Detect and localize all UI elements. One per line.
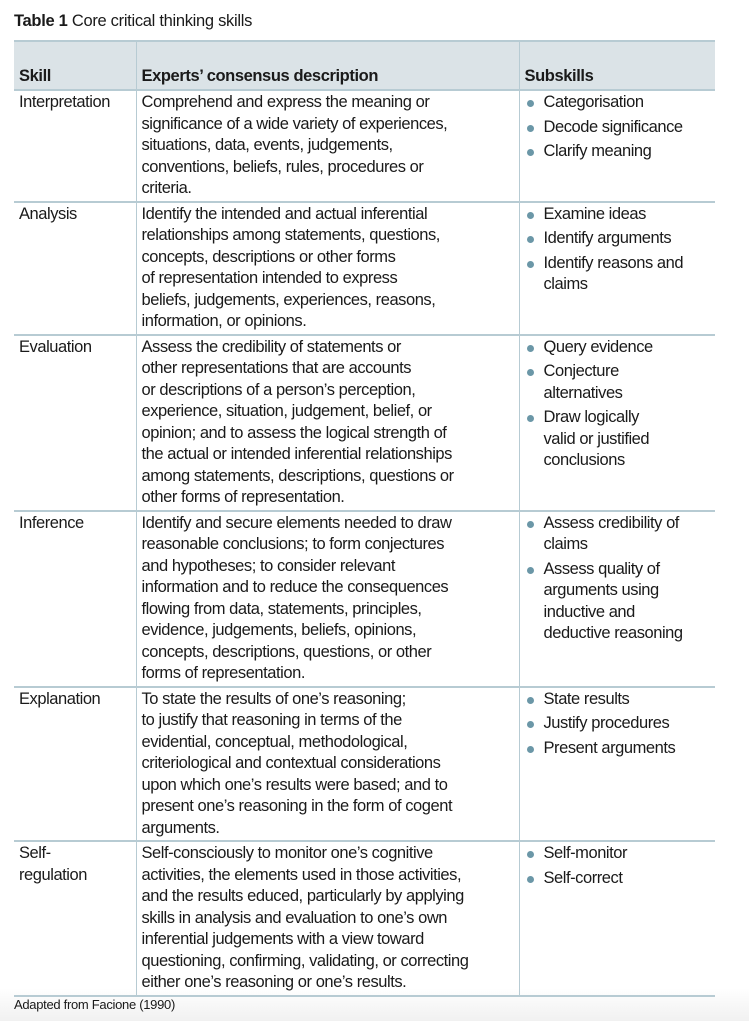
subskills-list (525, 337, 713, 472)
subskill-text: Present arguments (543, 738, 676, 757)
bullet-icon (527, 212, 534, 219)
subskill-text: Justify procedures (543, 714, 670, 732)
subskill-text: Assess quality of (543, 559, 660, 578)
subskill-text: Query evidence (543, 337, 653, 356)
subskill-item (525, 253, 713, 296)
subskill-item (525, 361, 713, 404)
column-header-description: Experts’ consensus description (136, 41, 519, 90)
subskill-text: claims (543, 275, 588, 293)
subskills-list (525, 92, 713, 163)
description-cell (136, 202, 519, 335)
description-line: reasonable conclusions; to form conjectures (141, 535, 445, 553)
subskill-text: alternatives (543, 383, 623, 402)
subskill-text: Examine ideas (543, 204, 646, 223)
description-line: experience, situation, judgement, belief, or (141, 402, 432, 420)
skill-name: Evaluation (19, 337, 92, 356)
description-line: evidential, conceptual, methodological, (141, 732, 408, 751)
skill-name: Inference (19, 513, 84, 532)
skill-name: Interpretation (19, 93, 110, 111)
subskill-item (525, 689, 713, 711)
description-cell (136, 687, 519, 842)
description-line: to justify that reasoning in terms of the (141, 711, 402, 729)
subskills-list (525, 843, 713, 889)
description-line: other representations that are accounts (141, 359, 412, 377)
subskills-cell (519, 687, 715, 842)
subskill-item (525, 228, 713, 250)
table-row (14, 841, 715, 996)
table-number: Table 1 (14, 12, 68, 30)
skill-cell (14, 687, 136, 842)
description-line: relationships among statements, questions, (141, 226, 440, 244)
subskill-item (525, 868, 713, 890)
bullet-icon (527, 125, 534, 132)
bullet-icon (527, 851, 534, 858)
description-line: inferential judgements with a view toward (141, 930, 424, 948)
subskill-item (525, 204, 713, 226)
subskill-text: Self-correct (543, 868, 623, 887)
description-line: activities, the elements used in those activities, (141, 865, 462, 884)
subskill-item (525, 713, 713, 735)
description-line: Identify the intended and actual inferential (141, 204, 428, 223)
description-line: or descriptions of a person’s perception, (141, 380, 416, 399)
subskill-text: Identify reasons and (543, 253, 684, 272)
bullet-icon (527, 876, 534, 883)
description-line: forms of representation. (141, 664, 305, 682)
description-line: conventions, beliefs, rules, procedures or (141, 157, 424, 176)
subskill-item (525, 92, 713, 114)
subskill-text: arguments using (543, 581, 659, 599)
subskill-item (525, 407, 713, 472)
skill-cell (14, 335, 136, 511)
table-body (14, 90, 715, 996)
skill-cell (14, 202, 136, 335)
subskill-text: conclusions (543, 451, 625, 469)
description-line: upon which one’s results were based; and to (141, 775, 448, 794)
description-line: situations, data, events, judgements, (141, 136, 393, 154)
bullet-icon (527, 149, 534, 156)
table-row (14, 202, 715, 335)
description-line: information, or opinions. (141, 312, 307, 330)
skill-name: regulation (19, 865, 87, 884)
description-line: Comprehend and express the meaning or (141, 93, 430, 111)
table-row (14, 687, 715, 842)
description-cell (136, 511, 519, 687)
subskills-cell (519, 202, 715, 335)
description-line: the actual or intended inferential relationships (141, 445, 452, 463)
subskills-list (525, 513, 713, 645)
description-line: among statements, descriptions, questions or (141, 466, 454, 485)
subskills-cell (519, 90, 715, 202)
description-line: either one’s reasoning or one’s results. (141, 973, 407, 991)
bullet-icon (527, 345, 534, 352)
bullet-icon (527, 369, 534, 376)
description-cell (136, 841, 519, 996)
description-line: arguments. (141, 818, 220, 837)
description-cell (136, 90, 519, 202)
description-line: Identify and secure elements needed to draw (141, 513, 452, 532)
header-row (14, 41, 715, 90)
subskill-text: Decode significance (543, 117, 683, 136)
subskill-text: claims (543, 535, 588, 553)
subskill-text: Self-monitor (543, 844, 628, 862)
subskill-item (525, 141, 713, 163)
subskill-item (525, 117, 713, 139)
bullet-icon (527, 415, 534, 422)
description-line: information and to reduce the consequences (141, 578, 449, 596)
source-note: Adapted from Facione (1990) (14, 997, 175, 1012)
subskills-cell (519, 335, 715, 511)
subskill-text: inductive and (543, 602, 635, 621)
description-line: and the results educed, particularly by applying (141, 887, 464, 905)
subskill-text: valid or justified (543, 429, 650, 448)
description-line: present one’s reasoning in the form of cogent (141, 797, 453, 815)
table-row (14, 511, 715, 687)
table-title: Core critical thinking skills (71, 12, 253, 30)
bullet-icon (527, 261, 534, 268)
column-header-subskills: Subskills (519, 41, 715, 90)
subskill-text: Conjecture (543, 362, 619, 380)
description-line: questioning, confirming, validating, or correcting (141, 951, 469, 970)
description-line: criteria. (141, 179, 192, 197)
description-line: Assess the credibility of statements or (141, 337, 401, 356)
description-line: of representation intended to express (141, 269, 398, 287)
subskill-text: Identify arguments (543, 229, 672, 247)
description-line: beliefs, judgements, experiences, reasons, (141, 290, 436, 309)
description-cell (136, 335, 519, 511)
bullet-icon (527, 521, 534, 528)
skill-name: Analysis (19, 204, 77, 223)
bullet-icon (527, 236, 534, 243)
subskill-text: Clarify meaning (543, 142, 652, 160)
bullet-icon (527, 697, 534, 704)
description-line: concepts, descriptions, questions, or other (141, 642, 432, 661)
description-line: criteriological and contextual considerations (141, 754, 441, 772)
description-line: Self-consciously to monitor one’s cognitive (141, 844, 433, 862)
critical-thinking-skills-table (14, 40, 715, 997)
subskill-item (525, 513, 713, 556)
description-line: opinion; and to assess the logical strength of (141, 423, 447, 442)
subskill-text: Assess credibility of (543, 513, 679, 532)
subskill-item (525, 738, 713, 760)
subskill-text: State results (543, 689, 630, 708)
table-row (14, 335, 715, 511)
subskill-text: Draw logically (543, 408, 639, 426)
column-header-skill: Skill (14, 41, 136, 90)
skill-name: Self- (19, 844, 51, 862)
description-line: and hypotheses; to consider relevant (141, 556, 395, 575)
description-line: other forms of representation. (141, 488, 345, 506)
subskill-item (525, 843, 713, 865)
subskills-cell (519, 841, 715, 996)
description-line: To state the results of one’s reasoning; (141, 689, 406, 708)
skill-cell (14, 841, 136, 996)
description-line: significance of a wide variety of experiences, (141, 114, 448, 133)
subskill-item (525, 559, 713, 645)
table-row (14, 90, 715, 202)
subskills-list (525, 204, 713, 296)
bullet-icon (527, 746, 534, 753)
skill-cell (14, 90, 136, 202)
bullet-icon (527, 721, 534, 728)
subskill-item (525, 337, 713, 359)
skill-cell (14, 511, 136, 687)
subskill-text: deductive reasoning (543, 624, 683, 642)
bullet-icon (527, 100, 534, 107)
skill-name: Explanation (19, 689, 101, 708)
subskill-text: Categorisation (543, 93, 644, 111)
table-caption (14, 11, 252, 31)
description-line: skills in analysis and evaluation to one’s own (141, 908, 448, 927)
subskills-cell (519, 511, 715, 687)
description-line: flowing from data, statements, principles, (141, 599, 422, 618)
description-line: concepts, descriptions or other forms (141, 247, 396, 266)
subskills-list (525, 689, 713, 760)
bullet-icon (527, 567, 534, 574)
description-line: evidence, judgements, beliefs, opinions, (141, 621, 417, 639)
